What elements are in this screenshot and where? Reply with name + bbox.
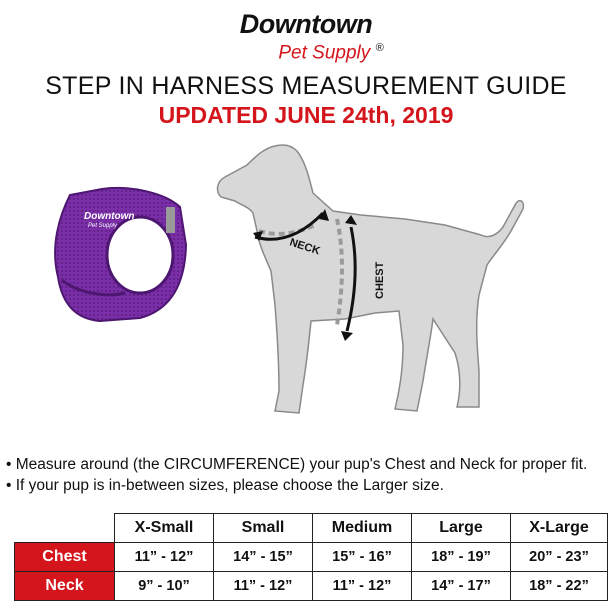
- size-chart-table: [14, 513, 608, 601]
- registered-mark: ®: [375, 42, 384, 54]
- chest-value: 15” - 16”: [313, 543, 412, 572]
- dog-diagram: [205, 135, 535, 435]
- instruction-item: • Measure around (the CIRCUMFERENCE) your pup's Chest and Neck for proper fit.: [6, 456, 588, 473]
- updated-date: UPDATED JUNE 24th, 2019: [158, 102, 454, 128]
- row-label-chest: Chest: [15, 543, 115, 572]
- size-header: Large: [412, 514, 511, 543]
- instruction-item: • If your pup is in-between sizes, please choose the Larger size.: [6, 477, 444, 494]
- neck-value: 14” - 17”: [412, 572, 511, 601]
- size-header-row: [15, 514, 608, 543]
- harness-brand-label: Downtown: [84, 211, 135, 222]
- neck-value: 18” - 22”: [511, 572, 608, 601]
- size-header: X-Small: [115, 514, 214, 543]
- neck-value: 11” - 12”: [313, 572, 412, 601]
- chest-value: 11” - 12”: [115, 543, 214, 572]
- chest-value: 14” - 15”: [214, 543, 313, 572]
- neck-row: [15, 572, 608, 601]
- svg-text:Pet Supply: Pet Supply: [88, 223, 118, 229]
- brand-name-bottom: [50, 38, 612, 63]
- neck-label: NECK: [288, 236, 322, 258]
- neck-value: 9” - 10”: [115, 572, 214, 601]
- dog-silhouette: [218, 145, 524, 413]
- row-label-neck: Neck: [15, 572, 115, 601]
- instruction-text: If your pup is in-between sizes, please choose the Larger size.: [15, 477, 444, 494]
- harness-image: [40, 185, 195, 325]
- size-header: Small: [214, 514, 313, 543]
- brand-name-bottom-text: Pet Supply: [278, 42, 371, 64]
- size-header: Medium: [313, 514, 412, 543]
- chest-value: 18” - 19”: [412, 543, 511, 572]
- instruction-text: Measure around (the CIRCUMFERENCE) your pup's Chest and Neck for proper fit.: [15, 456, 588, 473]
- instructions: [6, 454, 606, 496]
- empty-corner-cell: [15, 514, 115, 543]
- page-title: STEP IN HARNESS MEASUREMENT GUIDE: [45, 72, 567, 100]
- neck-value: 11” - 12”: [214, 572, 313, 601]
- brand-name-top: Downtown: [239, 9, 373, 39]
- chest-label: CHEST: [374, 261, 386, 299]
- chest-value: 20” - 23”: [511, 543, 608, 572]
- brand-logo: [0, 10, 612, 63]
- chest-row: [15, 543, 608, 572]
- size-header: X-Large: [511, 514, 608, 543]
